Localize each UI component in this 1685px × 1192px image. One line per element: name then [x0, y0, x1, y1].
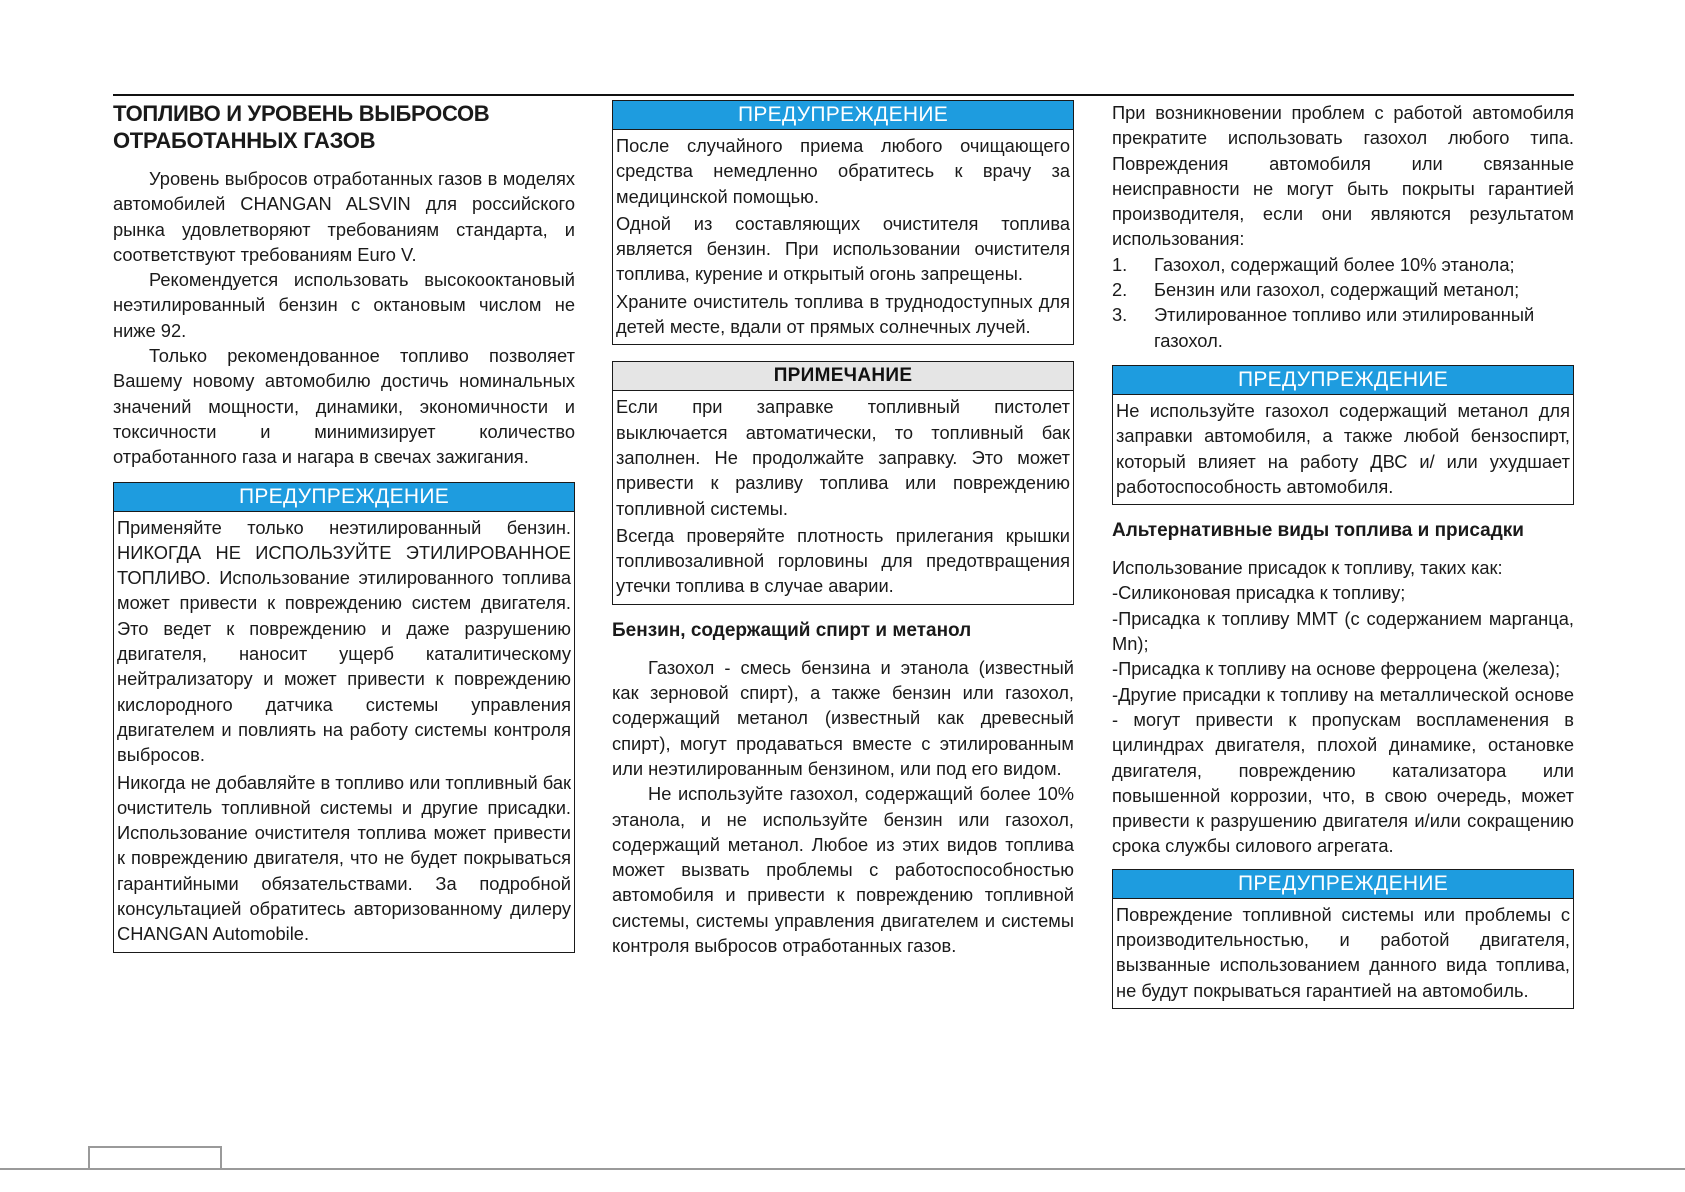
warning-text: Храните очиститель топлива в труднодоступных для детей месте, вдали от прямых солнечных лучей. [616, 290, 1070, 338]
paragraph: Уровень выбросов отработанных газов в моделях автомобилей CHANGAN ALSVIN для российского рынка удовлетворяют требованиям стандарта, и соответствуют требованиям Euro V. [113, 168, 575, 265]
footer-rule [0, 1168, 1685, 1170]
warning-text: Никогда не добавляйте в топливо или топливный бак очиститель топливной системы и другие присадки. Использование очистителя топлива может привести к повреждению двигателя, что не будет покрываться гарантийными обязательствами. За подробной консультацией обратитесь авторизованному дилеру CHANGAN Automobile. [117, 771, 571, 945]
note-box [612, 361, 1074, 604]
page-number-tab [88, 1146, 222, 1168]
paragraph: Использование присадок к топливу, таких как: [1112, 557, 1503, 579]
warning-box [1112, 869, 1574, 1009]
warning-heading: ПРЕДУПРЕЖДЕНИЕ [114, 483, 574, 512]
warning-heading: ПРЕДУПРЕЖДЕНИЕ [613, 101, 1073, 130]
paragraph: -Другие присадки к топливу на металлической основе - могут привести к пропускам воспламенения в цилиндрах двигателя, плохой динамике, остановке двигателя, повреждению катализатора или повышенной коррозии, что, в свою очередь, может привести к разрушению двигателя и/или сокращению срока службы силового агрегата. [1112, 683, 1574, 857]
paragraph: Газохол - смесь бензина и этанола (известный как зерновой спирт), а также бензин или газохол, содержащий метанол (известный как древесный спирт), могут продаваться вместе с этилированным или неэтилированным бензином, или под его видом. [612, 656, 1074, 779]
warning-box [113, 482, 575, 953]
warning-text: Одной из составляющих очистителя топлива является бензин. При использовании очистителя топлива, курение и открытый огонь запрещены. [616, 212, 1070, 285]
paragraph: Только рекомендованное топливо позволяет Вашему новому автомобилю достичь номинальных значений мощности, динамики, экономичности и токсичности и минимизирует количество отработанного газа и нагара в свечах зажигания. [113, 345, 575, 468]
warning-box [612, 100, 1074, 345]
column-2 [612, 100, 1074, 958]
numbered-list [1112, 252, 1574, 353]
note-text: Всегда проверяйте плотность прилегания крышки топливозаливной горловины для предотвращения утечки топлива в случае аварии. [616, 524, 1070, 597]
section-title: ТОПЛИВО И УРОВЕНЬ ВЫБРОСОВ ОТРАБОТАННЫХ ГАЗОВ [113, 101, 490, 153]
subsection-title: Альтернативные виды топлива и присадки [1112, 520, 1524, 542]
paragraph: При возникновении проблем с работой автомобиля прекратите использовать газохол любого типа. Повреждения автомобиля или связанные неисправности не могут быть покрыты гарантией производителя, если они являются результатом использования: [1112, 102, 1574, 250]
warning-box [1112, 365, 1574, 505]
list-item: 2. Бензин или газохол, содержащий метанол; [1112, 279, 1520, 301]
subsection-title: Бензин, содержащий спирт и метанол [612, 619, 972, 641]
warning-text: После случайного приема любого очищающего средства немедленно обратитесь к врачу за медицинской помощью. [616, 135, 1070, 207]
paragraph: Не используйте газохол, содержащий более 10% этанола, и не используйте бензин или газохол, содержащий метанол. Любое из этих видов топлива может вызвать проблемы с работоспособностью автомобиля и привести к повреждению топливной системы, системы управления двигателем и системы контроля выбросов отработанных газов. [612, 783, 1074, 957]
column-1 [113, 100, 575, 953]
column-3 [1112, 100, 1574, 1009]
paragraph: -Присадка к топливу MMT (с содержанием марганца, Mn); [1112, 607, 1574, 655]
note-heading: ПРИМЕЧАНИЕ [613, 362, 1073, 391]
warning-text: Не используйте газохол содержащий метанол для заправки автомобиля, а также любой бензоспирт, который влияет на работу ДВС и/ или ухудшает работоспособность автомобиля. [1116, 399, 1570, 497]
warning-heading: ПРЕДУПРЕЖДЕНИЕ [1113, 366, 1573, 395]
paragraph: Рекомендуется использовать высокооктановый неэтилированный бензин с октановым числом не ниже 92. [113, 269, 575, 341]
list-item: 1. Газохол, содержащий более 10% этанола; [1112, 253, 1515, 275]
paragraph: -Силиконовая присадка к топливу; [1112, 582, 1406, 604]
top-rule [113, 94, 1574, 96]
warning-text: Применяйте только неэтилированный бензин. НИКОГДА НЕ ИСПОЛЬЗУЙТЕ ЭТИЛИРОВАННОЕ ТОПЛИВО. Использование этилированного топлива может привести к повреждению систем двигателя. Это ведет к повреждению и даже разрушению двигателя, наносит ущерб каталитическому нейтрализатору и может привести к повреждению кислородного датчика системы управления двигателем и повлиять на работу системы контроля выбросов. [117, 516, 571, 766]
warning-heading: ПРЕДУПРЕЖДЕНИЕ [1113, 870, 1573, 899]
list-item: 3. Этилированное топливо или этилированный газохол. [1112, 304, 1535, 351]
note-text: Если при заправке топливный пистолет выключается автоматически, то топливный бак заполнен. Не продолжайте заправку. Это может привести к разливу топлива или повреждению топливной системы. [616, 396, 1070, 519]
warning-text: Повреждение топливной системы или проблемы с производительностью, и работой двигателя, вызванные использованием данного вида топлива, не будут покрываться гарантией на автомобиль. [1116, 903, 1570, 1001]
paragraph: -Присадка к топливу на основе ферроцена (железа); [1112, 658, 1561, 680]
